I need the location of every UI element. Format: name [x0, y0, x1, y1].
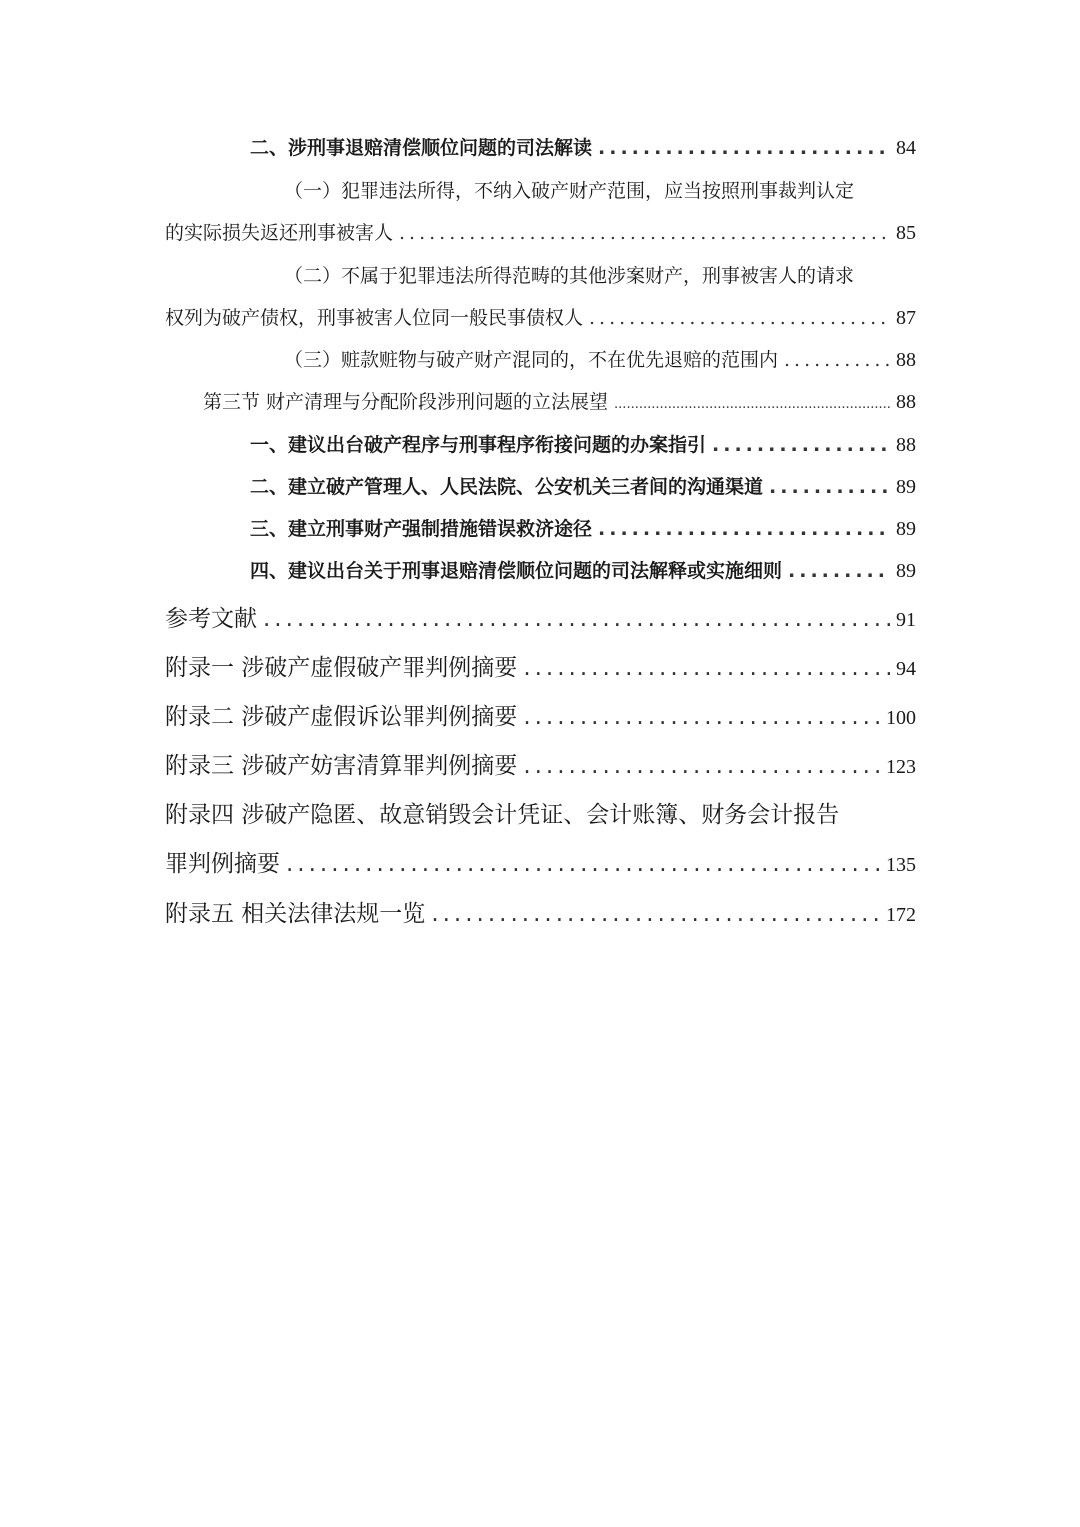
dot-leader — [598, 137, 890, 159]
toc-entry[interactable] — [284, 345, 916, 372]
toc-entry[interactable] — [165, 218, 916, 245]
toc-entry-page: 87 — [896, 307, 916, 329]
toc-entry-page: 123 — [886, 756, 916, 778]
toc-entry-title: 三、建立刑事财产强制措施错误救济途径 — [250, 518, 593, 540]
toc-entry-page: 89 — [896, 518, 916, 540]
dot-leader — [263, 606, 890, 632]
dot-leader — [431, 901, 880, 927]
toc-entry-chapter[interactable] — [165, 600, 916, 633]
toc-entry[interactable] — [250, 430, 916, 457]
dot-leader — [769, 476, 890, 498]
toc-entry-title: 参考文献 — [165, 606, 257, 632]
toc-entry-chapter[interactable] — [165, 649, 916, 682]
toc-entry[interactable] — [250, 514, 916, 541]
toc-entry-page: 172 — [886, 904, 916, 926]
toc-entry-title: 一、建议出台破产程序与刑事程序衔接问题的办案指引 — [250, 434, 707, 456]
toc-entry-title: 的实际损失返还刑事被害人 — [165, 222, 394, 244]
dot-leader — [523, 753, 880, 779]
toc-entry[interactable] — [165, 303, 916, 330]
toc-entry-page: 94 — [896, 658, 916, 680]
toc-entry-title: 附录五 相关法律法规一览 — [165, 901, 426, 927]
toc-entry-title: 二、建立破产管理人、人民法院、公安机关三者间的沟通渠道 — [250, 476, 764, 498]
toc-entry-chapter[interactable] — [165, 845, 916, 878]
dot-leader — [784, 349, 890, 371]
toc-entry-page: 85 — [896, 222, 916, 244]
toc-entry-page: 88 — [896, 391, 916, 413]
toc-entry-chapter[interactable] — [165, 747, 916, 780]
toc-entry[interactable] — [250, 556, 916, 583]
toc-entry-title: 罪判例摘要 — [165, 851, 280, 877]
dot-leader — [523, 655, 890, 681]
dot-leader — [788, 560, 890, 582]
toc-entry-page: 84 — [896, 137, 916, 159]
toc-entry-page: 135 — [886, 854, 916, 876]
dot-leader — [589, 307, 890, 329]
toc-entry-chapter[interactable] — [165, 895, 916, 928]
toc-entry-title: 四、建议出台关于刑事退赔清偿顺位问题的司法解释或实施细则 — [250, 560, 783, 582]
toc-entry-line[interactable]: （一）犯罪违法所得，不纳入破产财产范围，应当按照刑事裁判认定 — [284, 180, 855, 202]
toc-entry-page: 88 — [896, 349, 916, 371]
toc-entry-section[interactable] — [203, 387, 916, 414]
toc-entry-chapter[interactable] — [165, 698, 916, 731]
toc-entry-page: 89 — [896, 560, 916, 582]
toc-entry-title: 附录二 涉破产虚假诉讼罪判例摘要 — [165, 704, 518, 730]
toc-entry-title: 权列为破产债权，刑事被害人位同一般民事债权人 — [165, 307, 584, 329]
toc-entry-title: 二、涉刑事退赔清偿顺位问题的司法解读 — [250, 137, 593, 159]
dot-leader — [614, 397, 890, 412]
toc-entry-line[interactable]: 附录四 涉破产隐匿、故意销毁会计凭证、会计账簿、财务会计报告 — [165, 802, 840, 828]
dot-leader — [286, 851, 880, 877]
toc-entry-line[interactable]: （二）不属于犯罪违法所得范畴的其他涉案财产，刑事被害人的请求 — [284, 265, 855, 287]
toc-entry-title: 附录一 涉破产虚假破产罪判例摘要 — [165, 655, 518, 681]
toc-entry-page: 88 — [896, 434, 916, 456]
toc-entry-page: 100 — [886, 707, 916, 729]
toc-entry-page: 91 — [896, 609, 916, 631]
toc-entry-title: 附录三 涉破产妨害清算罪判例摘要 — [165, 753, 518, 779]
toc-entry-page: 89 — [896, 476, 916, 498]
toc-entry-title: （三）赃款赃物与破产财产混同的，不在优先退赔的范围内 — [284, 349, 779, 371]
dot-leader — [712, 434, 890, 456]
toc-entry-title: 第三节 财产清理与分配阶段涉刑问题的立法展望 — [203, 391, 609, 413]
dot-leader — [399, 222, 890, 244]
dot-leader — [523, 704, 880, 730]
dot-leader — [598, 518, 890, 540]
toc-entry[interactable] — [250, 133, 916, 160]
toc-entry[interactable] — [250, 472, 916, 499]
